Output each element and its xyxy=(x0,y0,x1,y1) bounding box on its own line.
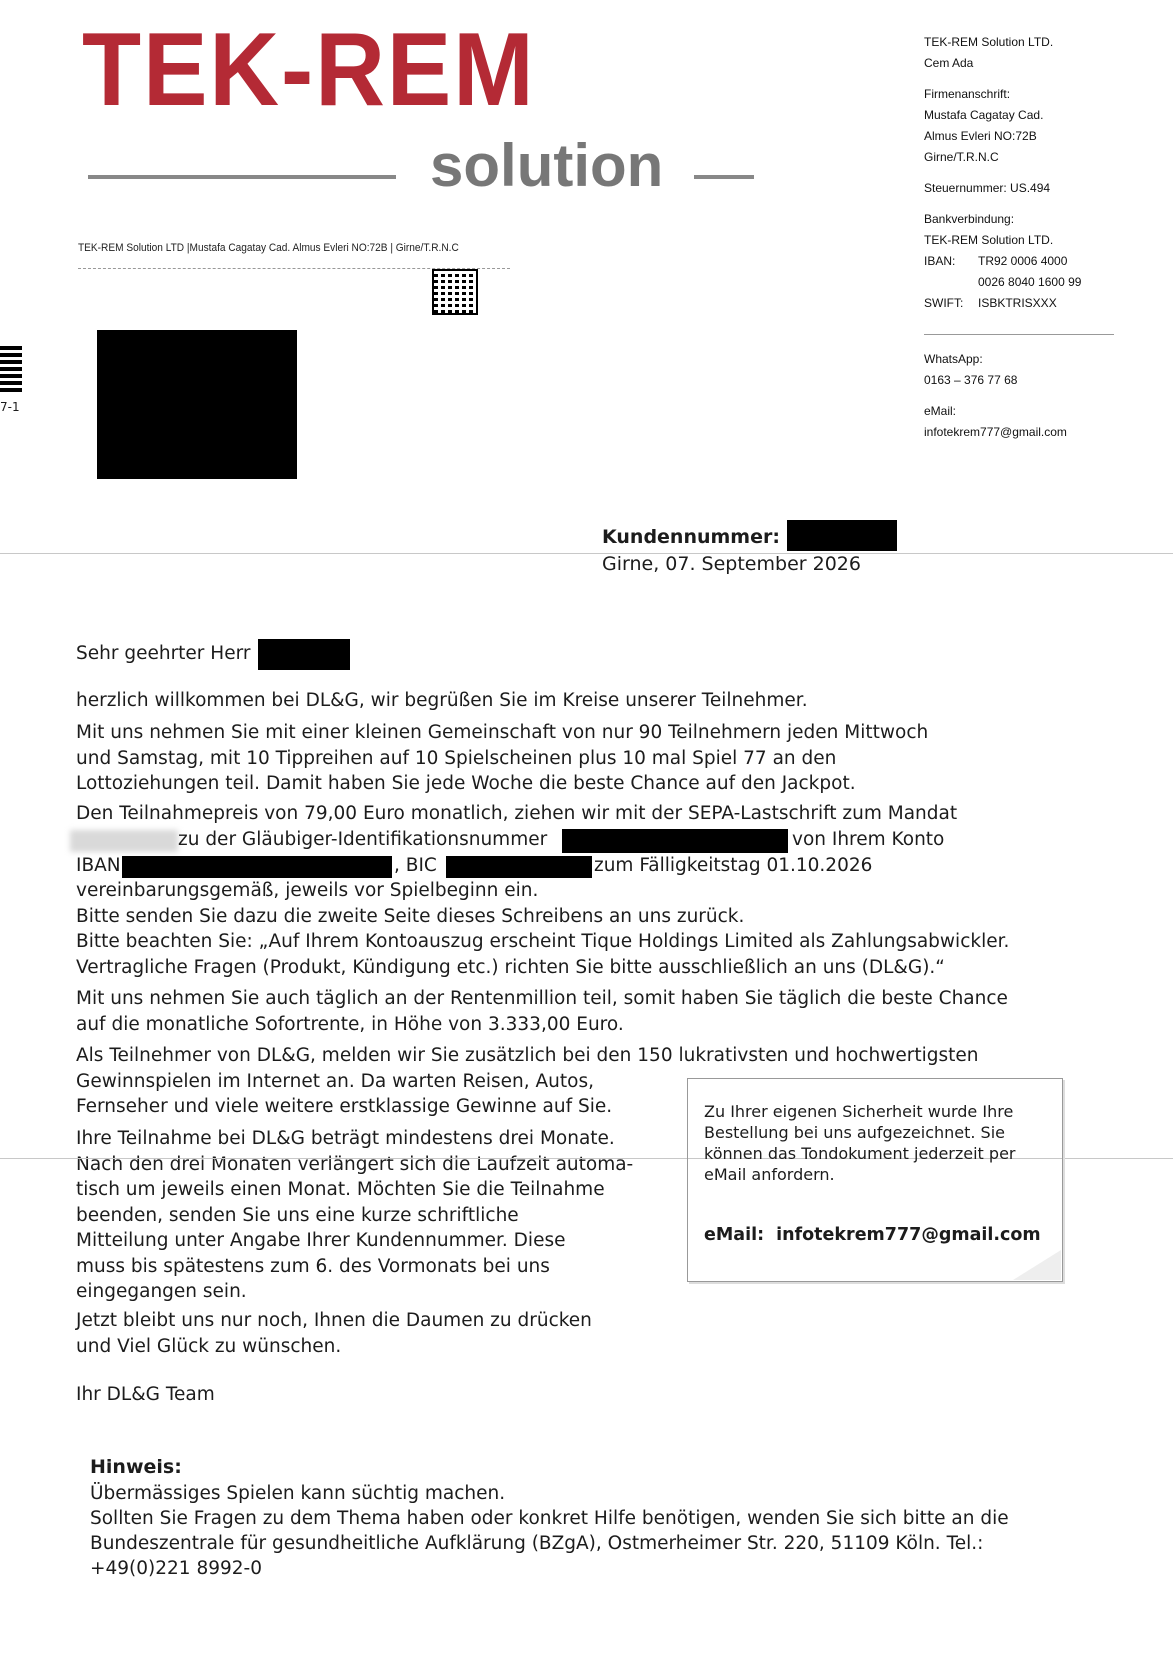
info-divider xyxy=(924,334,1114,335)
logo-divider-left xyxy=(88,175,396,179)
paragraph-payment-iban-label: IBAN xyxy=(76,855,121,876)
note-email-label: eMail: xyxy=(704,1225,765,1245)
company-logo-subtitle: solution xyxy=(430,132,664,199)
company-info-column xyxy=(924,32,1144,443)
paragraph-payment-line-2a: zu der Gläubiger-Identifikationsnummer xyxy=(178,829,548,850)
iban-part-2: 0026 8040 1600 99 xyxy=(978,275,1082,289)
company-name: TEK-REM Solution LTD. xyxy=(924,35,1054,49)
redacted-iban xyxy=(122,856,392,878)
address-street: Mustafa Cagatay Cad. xyxy=(924,108,1044,122)
company-contact: Cem Ada xyxy=(924,56,974,70)
paragraph-payment-rest: vereinbarungsgemäß, jeweils vor Spielbeginn ein. Bitte senden Sie dazu die zweite Seite dieses Schreibens an uns zurück. Bitte beachten Sie: „Auf Ihrem Kontoauszug erscheint Tique Holdings Limited als Zahlungsabwickler. Vertragliche Fragen (Produkt, Kündigung etc.) richten Sie bitte ausschließlich an uns (DL&G).“ xyxy=(76,880,1010,978)
blurred-mandate xyxy=(70,830,178,852)
company-email: infotekrem777@gmail.com xyxy=(924,425,1067,439)
kundennummer-label: Kundennummer: xyxy=(602,526,780,548)
redacted-bic xyxy=(446,856,592,878)
closing: Ihr DL&G Team xyxy=(76,1384,215,1405)
sender-address-line: TEK-REM Solution LTD |Mustafa Cagatay Cad. Almus Evleri NO:72B | Girne/T.R.N.C xyxy=(78,242,459,254)
note-email-address: infotekrem777@gmail.com xyxy=(776,1225,1041,1245)
paragraph-payment-due-date: zum Fälligkeitstag 01.10.2026 xyxy=(594,855,873,876)
side-code: 7-1 xyxy=(0,400,20,414)
redacted-creditor-id xyxy=(562,829,788,853)
paragraph-payment-line-1: Den Teilnahmepreis von 79,00 Euro monatlich, ziehen wir mit der SEPA-Lastschrift zum Mandat xyxy=(76,803,958,824)
swift-label: SWIFT: xyxy=(924,296,964,310)
email-label: eMail: xyxy=(924,404,957,418)
paragraph-gewinnspiele: Als Teilnehmer von DL&G, melden wir Sie zusätzlich bei den 150 lukrativsten und hochwertigsten Gewinnspielen im Internet an. Da warten Reisen, Autos, Fernseher und viele weitere erstklassige Gewinne auf Sie. xyxy=(76,1045,979,1117)
page-curl-decoration xyxy=(1013,1250,1061,1280)
security-note-email xyxy=(704,1225,1053,1245)
whatsapp-label: WhatsApp: xyxy=(924,352,983,366)
date-line: Girne, 07. September 2026 xyxy=(602,553,861,575)
bank-label: Bankverbindung: xyxy=(924,212,1015,226)
paragraph-participation: Mit uns nehmen Sie mit einer kleinen Gemeinschaft von nur 90 Teilnehmern jeden Mittwoch und Samstag, mit 10 Tippreihen auf 10 Spielscheinen plus 10 mal Spiel 77 an den Lottoziehungen teil. Damit haben Sie jede Woche die beste Chance auf den Jackpot. xyxy=(76,722,929,794)
paragraph-payment-bic-label: , BIC xyxy=(394,855,437,876)
datamatrix-code-icon xyxy=(432,269,478,315)
paragraph-welcome: herzlich willkommen bei DL&G, wir begrüßen Sie im Kreise unserer Teilnehmer. xyxy=(76,690,808,711)
whatsapp-number: 0163 – 376 77 68 xyxy=(924,373,1018,387)
address-label: Firmenanschrift: xyxy=(924,87,1011,101)
hinweis-title: Hinweis: xyxy=(90,1456,182,1478)
iban-label: IBAN: xyxy=(924,254,956,268)
address-building: Almus Evleri NO:72B xyxy=(924,129,1037,143)
logo-divider-right xyxy=(694,175,754,179)
redacted-recipient-address xyxy=(97,330,297,479)
company-logo-title: TEK-REM xyxy=(82,12,536,128)
hinweis-text: Übermässiges Spielen kann süchtig machen. Sollten Sie Fragen zu dem Thema haben oder konkret Hilfe benötigen, wenden Sie sich bitte an die Bundeszentrale für gesundheitliche Aufklärung (BZgA), Ostmerheimer Str. 220, 51109 Köln. Tel.: +49(0)221 8992-0 xyxy=(90,1483,1009,1579)
paragraph-payment-line-2b: von Ihrem Konto xyxy=(792,829,945,850)
bank-name: TEK-REM Solution LTD. xyxy=(924,233,1054,247)
security-note-text: Zu Ihrer eigenen Sicherheit wurde Ihre Bestellung bei uns aufgezeichnet. Sie können das Tondokument jederzeit per eMail anfordern. xyxy=(704,1102,1016,1184)
paragraph-laufzeit: Ihre Teilnahme bei DL&G beträgt mindestens drei Monate. Nach den drei Monaten verlängert sich die Laufzeit automa- tisch um jeweils einen Monat. Möchten Sie die Teilnahme beenden, senden Sie uns eine kurze schriftliche Mitteilung unter Angabe Ihrer Kundennummer. Diese muss bis spätestens zum 6. des Vormonats bei uns eingegangen sein. xyxy=(76,1128,634,1302)
swift-code: ISBKTRISXXX xyxy=(978,296,1057,310)
redacted-name xyxy=(258,639,350,670)
paragraph-rentenmillion: Mit uns nehmen Sie auch täglich an der Rentenmillion teil, somit haben Sie täglich die beste Chance auf die monatliche Sofortrente, in Höhe von 3.333,00 Euro. xyxy=(76,988,1008,1035)
side-barcode-icon xyxy=(0,346,22,392)
tax-number: Steuernummer: US.494 xyxy=(924,181,1051,195)
fold-line xyxy=(0,553,1173,554)
salutation: Sehr geehrter Herr xyxy=(76,643,251,664)
paragraph-good-luck: Jetzt bleibt uns nur noch, Ihnen die Daumen zu drücken und Viel Glück zu wünschen. xyxy=(76,1310,592,1357)
address-city: Girne/T.R.N.C xyxy=(924,150,999,164)
iban-part-1: TR92 0006 4000 xyxy=(978,254,1068,268)
redacted-kundennummer xyxy=(787,520,897,551)
